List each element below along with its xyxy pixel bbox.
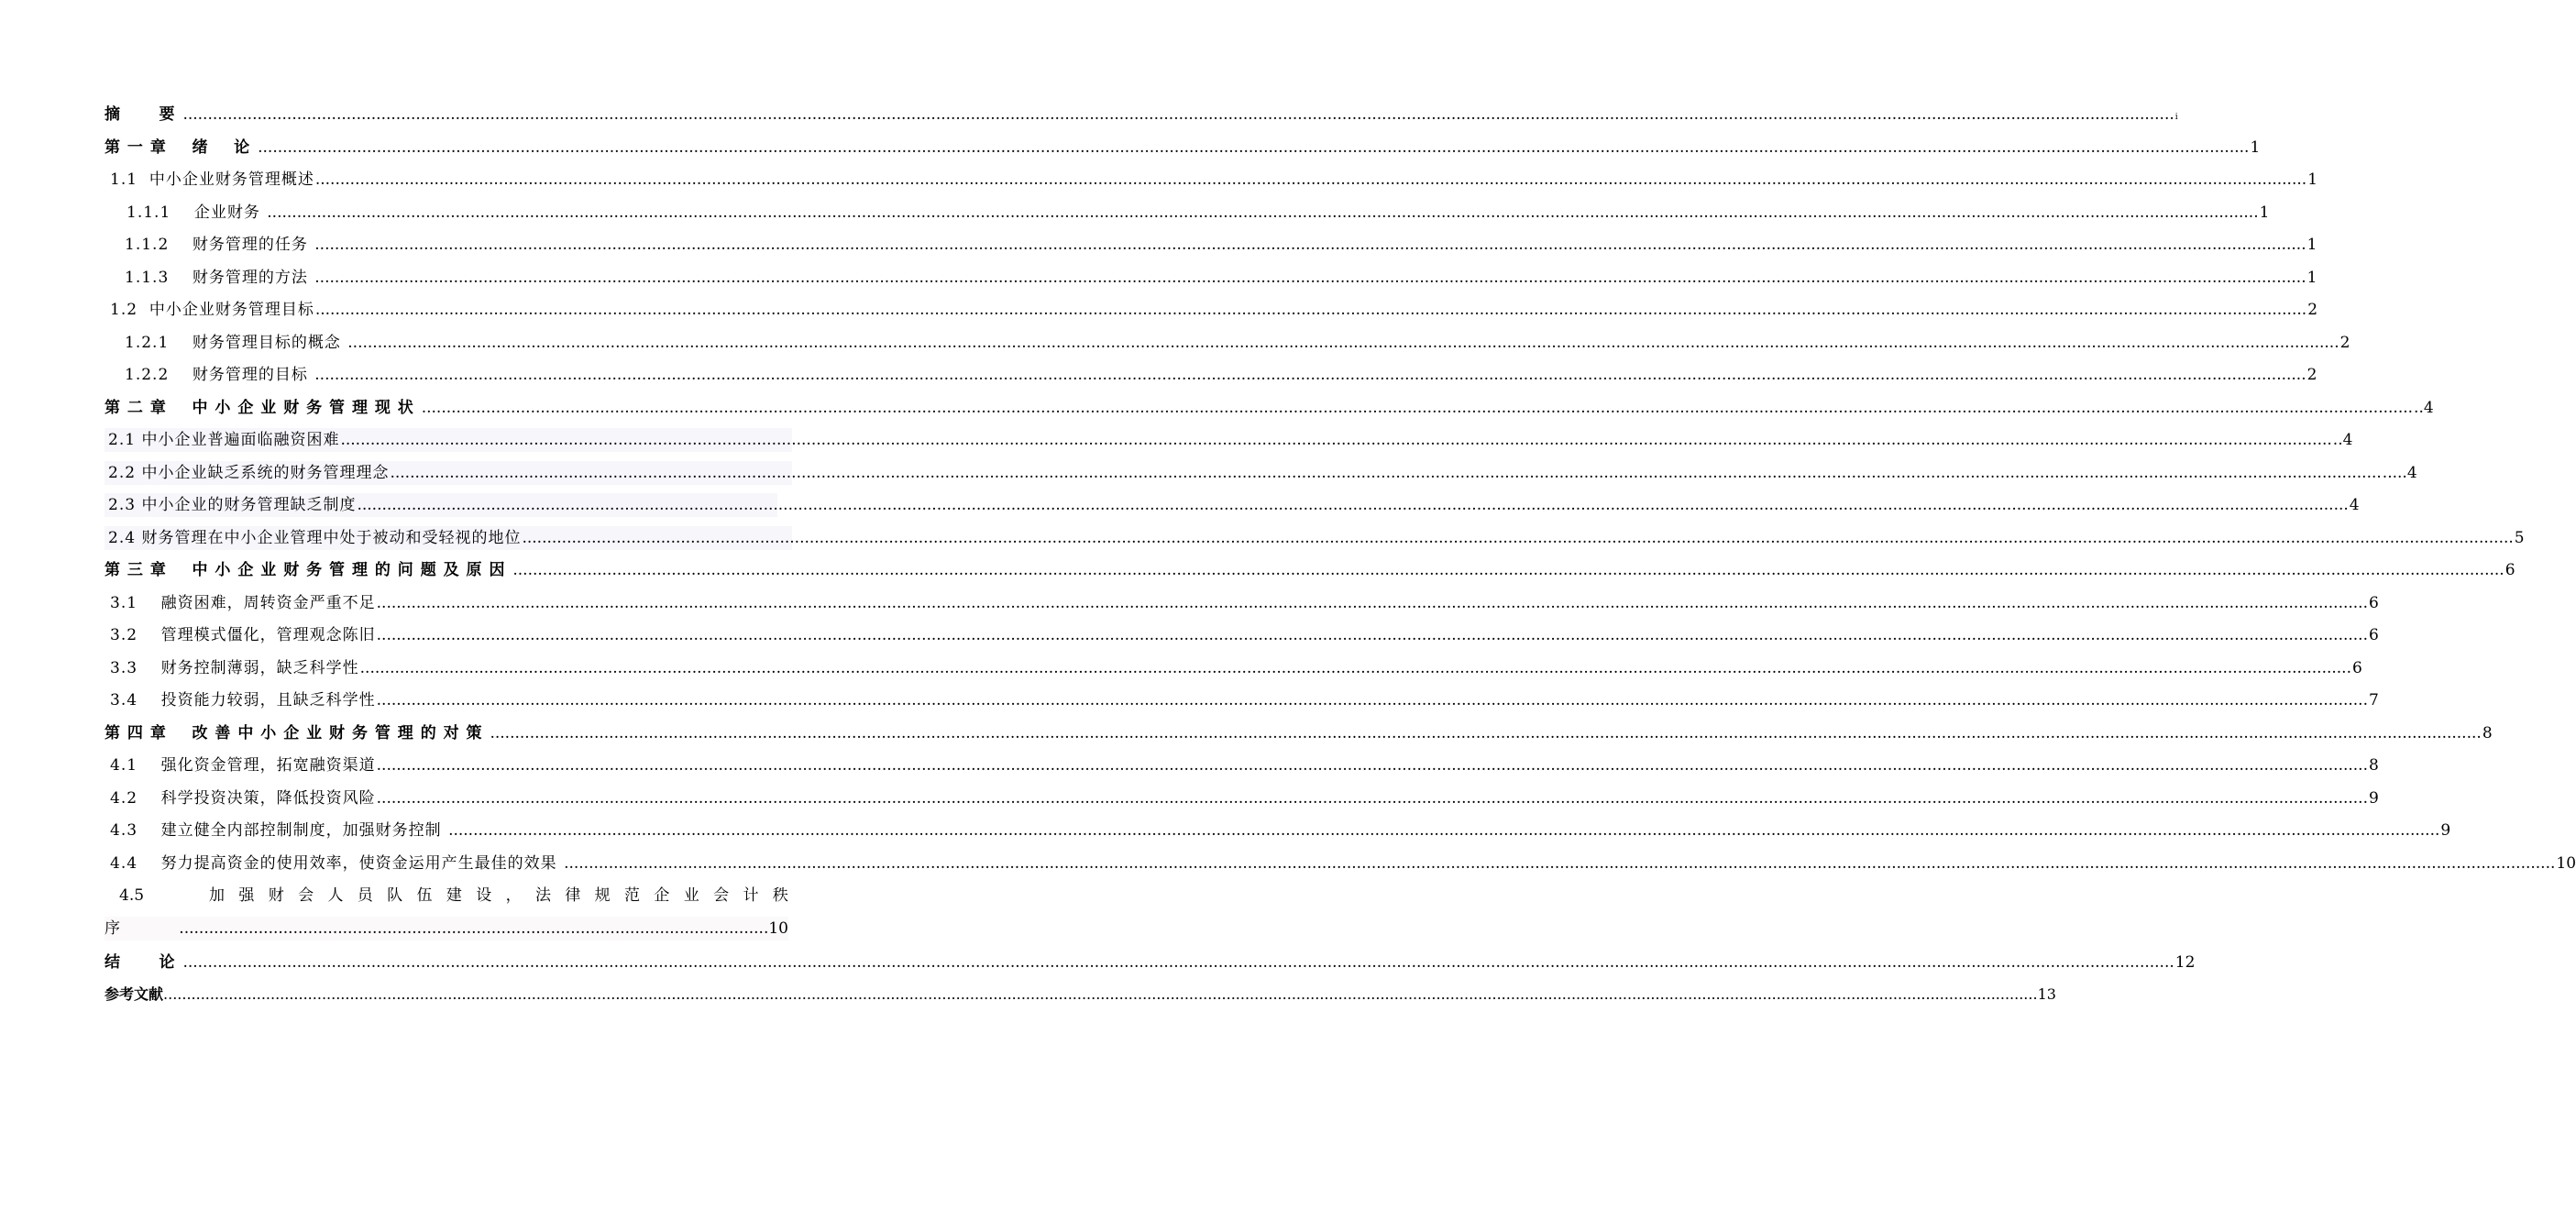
toc-entry-number: 3.4: [110, 691, 161, 710]
toc-title-char: 会: [298, 886, 314, 905]
toc-page-number: ..4: [2414, 399, 2434, 417]
toc-dot-leader: [314, 233, 2306, 257]
toc-title-char: 范: [624, 886, 641, 905]
toc-entry-number: 4.5: [119, 886, 145, 905]
toc-entry-title: 中 小 企 业 财 务 管 理 现 状: [192, 399, 421, 417]
toc-entry-number: 2.3: [108, 496, 142, 514]
toc-entry-title: 财务管理目标的概念: [192, 334, 347, 352]
toc-dot-leader: [390, 461, 2381, 485]
toc-entry-ch2[interactable]: [105, 396, 2434, 420]
toc-entry-s1-2-1[interactable]: [105, 331, 2350, 355]
toc-title-char: 员: [357, 886, 373, 905]
toc-page-number: 6: [2352, 659, 2362, 677]
toc-entry-number: 1.1: [110, 170, 149, 189]
toc-page-number: 7: [2369, 691, 2379, 710]
toc-page-number: 13: [2037, 985, 2056, 1003]
toc-entry-abstract[interactable]: [105, 103, 2178, 126]
toc-title-char: 秩: [772, 886, 788, 905]
toc-dot-leader: [182, 103, 2174, 126]
toc-entry-4-5-line1[interactable]: [105, 884, 788, 908]
toc-page-number: 1: [2306, 236, 2317, 254]
toc-dot-leader: [522, 526, 2513, 550]
toc-page-number: 2: [2307, 301, 2318, 319]
toc-dot-leader: [490, 721, 2481, 745]
toc-entry-number: 1.2: [110, 301, 149, 319]
toc-entry-s1-1-2[interactable]: [105, 233, 2317, 257]
toc-entry-number: 2.4: [108, 529, 142, 547]
toc-title-char: 律: [565, 886, 581, 905]
toc-dot-leader: [347, 331, 2339, 355]
toc-entry-number: 摘 要: [105, 105, 182, 124]
toc-title-char: 法: [534, 886, 551, 905]
toc-entry-number: 第 一 章 绪 论: [105, 138, 258, 157]
toc-title-char: 伍: [416, 886, 433, 905]
toc-entry-title: 中小企业普遍面临融资困难: [141, 431, 340, 449]
toc-entry-s1-2[interactable]: [105, 298, 2318, 322]
toc-dot-leader: [360, 656, 2351, 680]
toc-page-number: .....4: [2382, 464, 2417, 482]
toc-entry-conclusion[interactable]: [105, 951, 2196, 974]
toc-entry-number: 1.1.1: [127, 204, 194, 222]
toc-entry-s1-2-2[interactable]: [105, 363, 2317, 387]
toc-entry-number: 2.1: [108, 431, 142, 449]
toc-page-number: 1: [2259, 204, 2270, 222]
toc-entry-s3-4[interactable]: [105, 688, 2379, 712]
toc-page-number: 6: [2369, 626, 2379, 644]
toc-entry-title: 科学投资决策，降低投资风险: [160, 789, 376, 808]
toc-entry-number: 4.2: [110, 789, 161, 808]
toc-entry-number: 2.2: [108, 464, 142, 482]
toc-entry-references[interactable]: [105, 983, 2056, 1006]
toc-entry-title: [209, 884, 788, 908]
toc-entry-title: 财务管理的目标: [192, 366, 314, 384]
toc-entry-title: 企业财务: [193, 204, 267, 222]
toc-dot-leader: [163, 983, 2038, 1006]
toc-page-number: 8: [2369, 756, 2379, 775]
toc-entry-s1-1[interactable]: [105, 168, 2318, 192]
toc-page-number: 9: [2369, 789, 2379, 808]
toc-entry-title: 投资能力较弱，且缺乏科学性: [160, 691, 376, 710]
toc-entry-title: 中小企业的财务管理缺乏制度: [141, 496, 357, 514]
toc-dot-leader: [314, 363, 2306, 387]
toc-entry-title-continued: 序: [105, 919, 120, 938]
toc-dot-leader: .......................................................................................................................: [179, 919, 769, 938]
toc-entry-number: 第 四 章: [105, 724, 193, 742]
toc-entry-title: 财务管理的任务: [192, 236, 314, 254]
toc-entry-ch1[interactable]: [105, 136, 2261, 160]
toc-entry-title: 改 善 中 小 企 业 财 务 管 理 的 对 策: [192, 724, 490, 742]
toc-title-char: 会: [713, 886, 730, 905]
toc-entry-number: 4.1: [110, 756, 161, 775]
toc-entry-s4-3[interactable]: [105, 819, 2451, 842]
toc-entry-title: 财务管理的方法: [192, 269, 314, 287]
toc-page-number: 6: [2369, 594, 2379, 612]
toc-title-char: 企: [654, 886, 670, 905]
toc-dot-leader: [377, 623, 2368, 647]
toc-dot-leader: [258, 136, 2249, 160]
toc-entry-title: 参考文献: [105, 985, 164, 1003]
toc-entry-s4-2[interactable]: [105, 786, 2379, 810]
toc-entry-number: 3.2: [110, 626, 161, 644]
toc-entry-number: 第 二 章: [105, 399, 193, 417]
toc-page-number: 6: [2504, 561, 2515, 579]
toc-dot-leader: [377, 754, 2368, 777]
toc-dot-leader: [377, 688, 2368, 712]
toc-title-char: 规: [594, 886, 611, 905]
toc-entry-4-5-line2[interactable]: [105, 917, 788, 940]
toc-page-number: ..4: [2332, 431, 2353, 449]
toc-entry-number: 3.1: [110, 594, 161, 612]
toc-entry-title: 中小企业财务管理目标: [149, 301, 314, 319]
toc-entry-title: 建立健全内部控制制度，加强财务控制: [160, 821, 448, 840]
toc-page-number: 1: [2307, 170, 2318, 189]
toc-page-number: 10: [2556, 854, 2576, 873]
toc-dot-leader: [182, 951, 2174, 974]
toc-entry-s3-1[interactable]: [105, 591, 2379, 615]
toc-entry-number: 4.3: [110, 821, 161, 840]
toc-page-number: 1: [2250, 138, 2261, 157]
toc-entry-title: 管理模式僵化，管理观念陈旧: [160, 626, 376, 644]
toc-page-number: 2: [2306, 366, 2317, 384]
toc-dot-leader: [512, 558, 2504, 582]
toc-title-char: 计: [743, 886, 759, 905]
toc-entry-title: 财务控制薄弱，缺乏科学性: [160, 659, 359, 677]
toc-entry-number: 1.2.1: [125, 334, 193, 352]
toc-entry-title: 中小企业财务管理概述: [149, 170, 314, 189]
toc-entry-s3-2[interactable]: [105, 623, 2379, 647]
toc-title-char: 财: [268, 886, 284, 905]
toc-dot-leader: [377, 591, 2368, 615]
toc-dot-leader: [314, 266, 2306, 290]
toc-page-number: i: [2174, 113, 2178, 122]
toc-entry-title: 财务管理在中小企业管理中处于被动和受轻视的地位: [141, 529, 522, 547]
toc-entry-s2-1[interactable]: [105, 428, 2353, 452]
toc-page-number: 1: [2306, 269, 2317, 287]
toc-dot-leader: [377, 786, 2368, 810]
toc-page-number: 5: [2514, 529, 2525, 547]
toc-page-number: 12: [2174, 953, 2196, 972]
toc-entry-title: 融资困难，周转资金严重不足: [160, 594, 376, 612]
toc-entry-title: 中 小 企 业 财 务 管 理 的 问 题 及 原 因: [192, 561, 512, 579]
toc-page-number: 4: [2349, 496, 2360, 514]
toc-entry-number: 4.4: [110, 854, 161, 873]
toc-entry-s4-1[interactable]: [105, 754, 2379, 777]
toc-title-char: ，: [505, 886, 522, 905]
toc-entry-s2-4[interactable]: [105, 526, 2525, 550]
toc-dot-leader: [315, 298, 2306, 322]
toc-entry-title: 强化资金管理，拓宽融资渠道: [160, 756, 376, 775]
toc-page-number: 10: [768, 919, 788, 938]
toc-entry-title: 结 论: [105, 953, 182, 972]
toc-dot-leader: [448, 819, 2439, 842]
toc-entry-title: 努力提高资金的使用效率，使资金运用产生最佳的效果: [160, 854, 564, 873]
toc-entry-s2-3[interactable]: [105, 493, 2360, 517]
toc-entry-number: 第 三 章: [105, 561, 193, 579]
toc-entry-number: 3.3: [110, 659, 161, 677]
toc-title-char: 设: [476, 886, 492, 905]
toc-dot-leader: [267, 201, 2258, 225]
toc-entry-number: 1.2.2: [125, 366, 193, 384]
toc-title-char: 强: [238, 886, 255, 905]
toc-entry-s1-1-3[interactable]: [105, 266, 2317, 290]
toc-entry-ch3[interactable]: [105, 558, 2515, 582]
toc-entry-s3-3[interactable]: [105, 656, 2362, 680]
toc-page-number: 9: [2440, 821, 2451, 840]
toc-page-number: 8: [2482, 724, 2493, 742]
toc-entry-s1-1-1[interactable]: [105, 201, 2270, 225]
toc-page-number: 2: [2339, 334, 2350, 352]
toc-entry-title: 中小企业缺乏系统的财务管理理念: [141, 464, 390, 482]
toc-entry-s4-4[interactable]: [105, 852, 2576, 875]
toc-dot-leader: [357, 493, 2348, 517]
toc-title-char: 建: [446, 886, 462, 905]
toc-title-char: 人: [327, 886, 344, 905]
toc-title-char: 业: [683, 886, 699, 905]
toc-title-char: 队: [387, 886, 403, 905]
toc-dot-leader: [422, 396, 2413, 420]
toc-entry-s2-2[interactable]: [105, 461, 2417, 485]
toc-dot-leader: [315, 168, 2306, 192]
toc-entry-ch4[interactable]: [105, 721, 2493, 745]
toc-entry-number: 1.1.2: [125, 236, 193, 254]
toc-entry-number: 1.1.3: [125, 269, 193, 287]
toc-title-char: 加: [209, 886, 225, 905]
toc-dot-leader: [340, 428, 2331, 452]
toc-dot-leader: [564, 852, 2555, 875]
